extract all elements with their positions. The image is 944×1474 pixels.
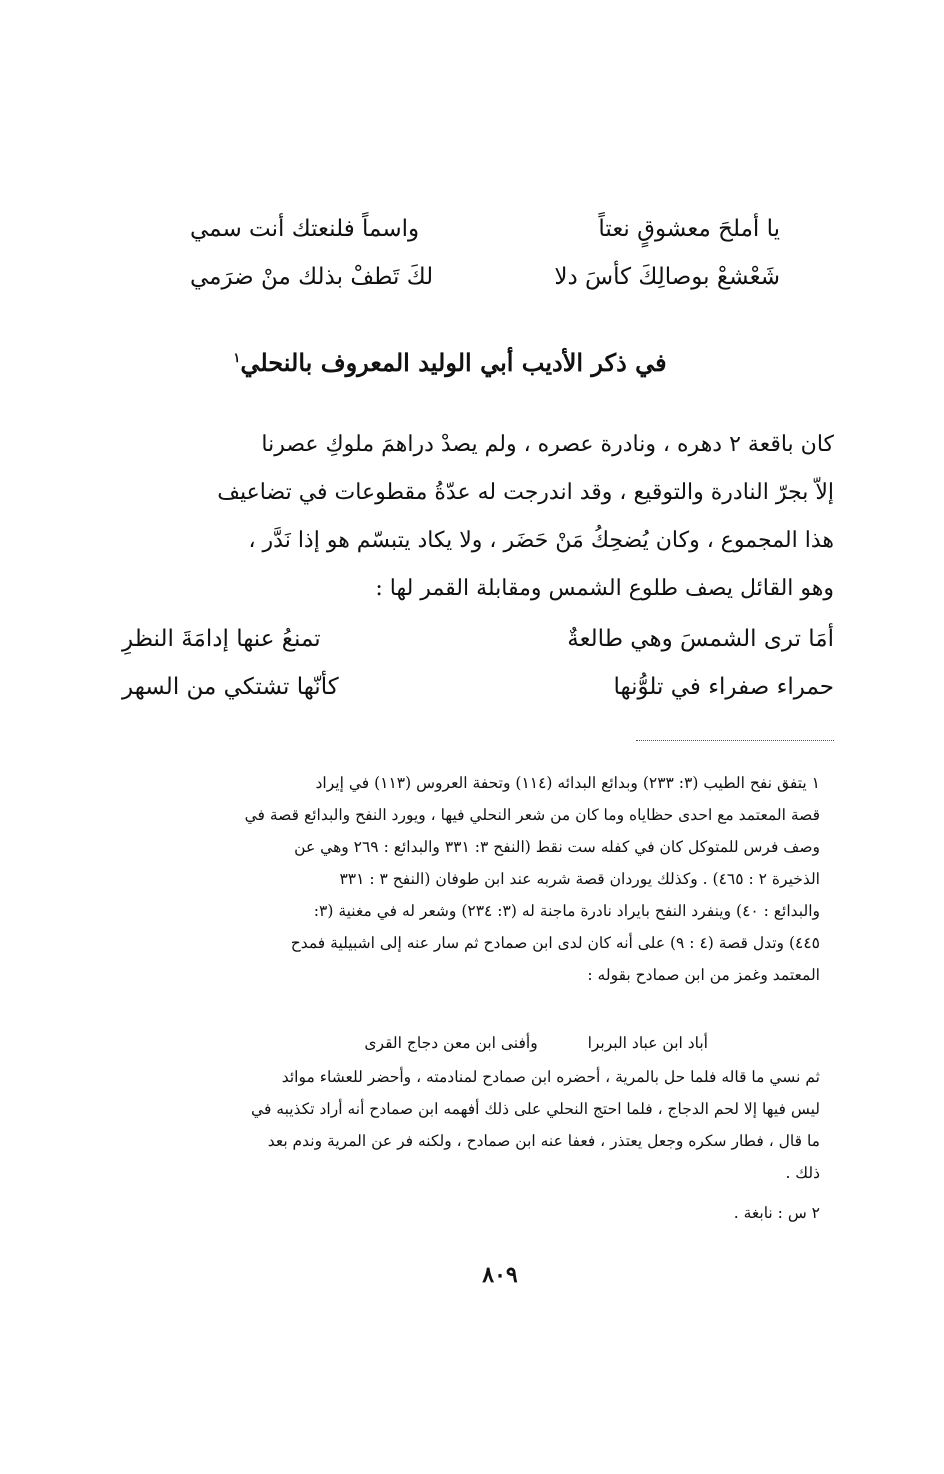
heading-text: في ذكر الأديب أبي الوليد المعروف بالنحلي bbox=[240, 348, 667, 377]
footnote-line: ثم نسي ما قاله فلما حل بالمرية ، أحضره ابن صمادح لمنادمته ، وأحضر للعشاء موائد bbox=[281, 1068, 820, 1086]
footnote-line: والبدائع : ٤٠) وينفرد النفح بايراد نادرة ماجنة له (٣: ٢٣٤) وشعر له في مغنية (٣: bbox=[313, 902, 820, 920]
footnote-divider bbox=[636, 740, 834, 741]
footnote-line: ١ يتفق نفح الطيب (٣: ٢٣٣) وبدائع البدائه (١١٤) وتحفة العروس (١١٣) في إيراد bbox=[315, 774, 820, 792]
footnote-verse bbox=[364, 1034, 708, 1052]
footnote-line: الذخيرة ٢ : ٤٦٥) . وكذلك يوردان قصة شربه عند ابن طوفان (النفح ٣ : ٣٣١ bbox=[339, 870, 820, 888]
verse-hemistich-right: شَعْشعْ بوصالِكَ كأسَ دلا bbox=[554, 264, 780, 290]
verse-hemistich-left: تمنعُ عنها إدامَةَ النظرِ bbox=[122, 626, 321, 652]
verse-hemistich-right: حمراء صفراء في تلوُّنها bbox=[613, 674, 834, 700]
verse-line bbox=[122, 674, 834, 700]
paragraph-line: هذا المجموع ، وكان يُضحِكُ مَنْ حَضَر ، ولا يكاد يتبسّم هو إذا نَدَّر ، bbox=[248, 528, 834, 553]
footnote-line: ما قال ، فطار سكره وجعل يعتذر ، فعفا عنه ابن صمادح ، ولكنه فر عن المرية وندم بعد bbox=[267, 1132, 820, 1150]
footnote-marker: ١ bbox=[233, 351, 241, 366]
footnote-line: قصة المعتمد مع احدى حظاياه وما كان من شعر النحلي فيها ، ويورد النفح والبدائع قصة في bbox=[244, 806, 820, 824]
verse-line bbox=[190, 264, 780, 290]
verse-line bbox=[190, 216, 780, 242]
verse-line bbox=[122, 626, 834, 652]
footnote-line: وصف فرس للمتوكل كان في كفله ست نقط (النفح ٣: ٣٣١ والبدائع : ٢٦٩ وهي عن bbox=[294, 838, 820, 856]
verse-hemistich-left: واسماً فلنعتك أنت سمي bbox=[190, 216, 420, 242]
page-number: ٨٠٩ bbox=[482, 1262, 518, 1288]
paragraph-line: وهو القائل يصف طلوع الشمس ومقابلة القمر لها : bbox=[375, 576, 834, 601]
section-heading bbox=[200, 348, 700, 377]
footnote-line: المعتمد وغمز من ابن صمادح بقوله : bbox=[587, 966, 820, 984]
verse-hemistich-left: وأفنى ابن معن دجاج القرى bbox=[364, 1034, 538, 1052]
footnote-line: ليس فيها إلا لحم الدجاج ، فلما احتج النحلي على ذلك أفهمه ابن صمادح أنه أراد تكذيبه في bbox=[251, 1100, 820, 1118]
paragraph-line: كان باقعة ٢ دهره ، ونادرة عصره ، ولم يصدْ دراهمَ ملوكِ عصرنا bbox=[261, 432, 834, 457]
footnote-line: ذلك . bbox=[785, 1164, 820, 1182]
verse-hemistich-right: أباد ابن عباد البربرا bbox=[587, 1034, 708, 1052]
verse-hemistich-left: لكَ تَطفْ بذلك منْ ضرَمي bbox=[190, 264, 434, 290]
paragraph-line: إلاّ بجرّ النادرة والتوقيع ، وقد اندرجت له عدّةُ مقطوعات في تضاعيف bbox=[217, 480, 834, 505]
verse-hemistich-left: كأنّها تشتكي من السهر bbox=[122, 674, 339, 700]
verse-hemistich-right: أمَا ترى الشمسَ وهي طالعةٌ bbox=[567, 626, 834, 652]
verse-hemistich-right: يا أملحَ معشوقٍ نعتاً bbox=[598, 216, 780, 242]
footnote-line: ٤٤٥) وتدل قصة (٤ : ٩) على أنه كان لدى ابن صمادح ثم سار عنه إلى اشبيلية فمدح bbox=[290, 934, 820, 952]
footnote-line: ٢ س : نابغة . bbox=[733, 1204, 820, 1222]
